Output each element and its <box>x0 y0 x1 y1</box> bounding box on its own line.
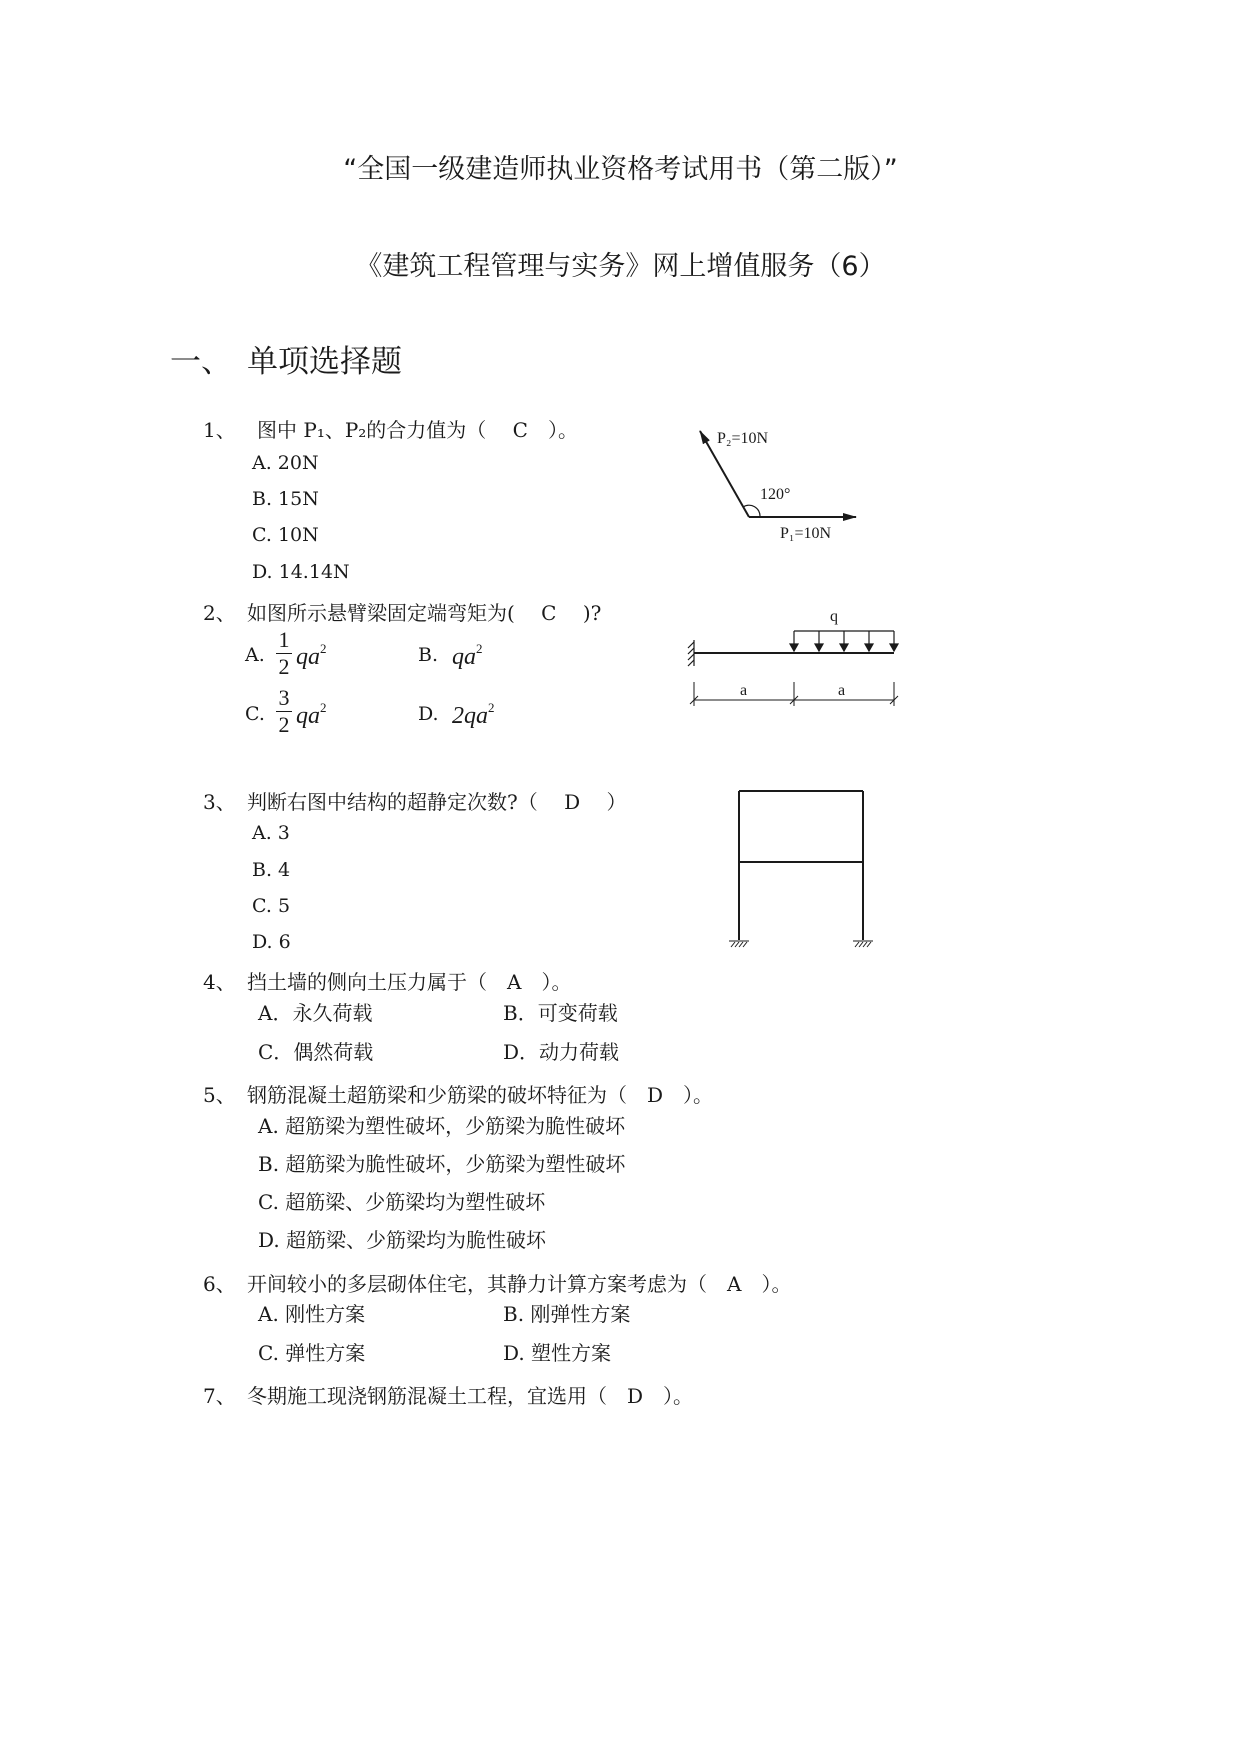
span1-label: a <box>740 682 748 699</box>
option-c-label: C. <box>245 703 265 725</box>
question-stem: 图中 P₁、P₂的合力值为（ C ）。 <box>257 418 578 442</box>
option-d-expression: $2qa^2$ <box>452 700 495 729</box>
question-stem: 开间较小的多层砌体住宅，其静力计算方案考虑为（ A ）。 <box>247 1272 792 1296</box>
option-a: A．永久荷载 <box>258 1001 373 1025</box>
document-subtitle: 《建筑工程管理与实务》网上增值服务（6） <box>355 251 886 282</box>
section-number: 一、 <box>170 344 232 380</box>
option-b: B．可变荷载 <box>503 1001 618 1025</box>
cantilever-beam-diagram <box>680 600 910 715</box>
distributed-load <box>790 631 898 651</box>
p1-label: P₁=10N <box>780 525 832 542</box>
question-number: 5、 <box>203 1083 236 1107</box>
question-number: 7、 <box>203 1384 236 1408</box>
question-stem: 判断右图中结构的超静定次数?（ D ） <box>247 790 627 814</box>
option-a-label: A. <box>245 644 265 666</box>
option-b: B. 4 <box>252 859 291 881</box>
fraction-numerator: 3 <box>278 685 290 710</box>
document-title: “全国一级建造师执业资格考试用书（第二版）” <box>343 154 898 185</box>
frame-structure-diagram <box>720 780 910 955</box>
option-a: A. 20N <box>252 452 319 474</box>
option-c-expression: $qa^2$ <box>296 700 327 729</box>
fraction-numerator: 1 <box>278 627 290 652</box>
load-label: q <box>830 608 838 625</box>
option-b: B. 超筋梁为脆性破坏，少筋梁为塑性破坏 <box>258 1152 626 1176</box>
option-d-label: D. <box>418 703 439 725</box>
option-d: D. 塑性方案 <box>503 1341 612 1365</box>
span2-label: a <box>838 682 846 699</box>
fraction-denominator: 2 <box>278 712 290 737</box>
dimension-lines <box>690 682 898 706</box>
frame <box>739 791 863 940</box>
option-c: C．偶然荷载 <box>258 1040 374 1064</box>
question-stem: 钢筋混凝土超筋梁和少筋梁的破坏特征为（ D ）。 <box>247 1083 714 1107</box>
fraction-denominator: 2 <box>278 654 290 679</box>
option-c: C. 弹性方案 <box>258 1341 366 1365</box>
option-d: D. 6 <box>252 931 291 953</box>
option-a-expression: $qa^2$ <box>296 641 327 670</box>
option-c: C. 超筋梁、少筋梁均为塑性破坏 <box>258 1190 546 1214</box>
section-title: 单项选择题 <box>247 344 402 380</box>
question-number: 6、 <box>203 1272 236 1296</box>
option-b-label: B. <box>418 644 439 666</box>
option-a: A. 超筋梁为塑性破坏，少筋梁为脆性破坏 <box>258 1114 626 1138</box>
option-b: B. 刚弹性方案 <box>503 1302 631 1326</box>
p2-label: P₂=10N <box>717 430 769 447</box>
option-c: C. 10N <box>252 524 319 546</box>
option-c: C. 5 <box>252 895 291 917</box>
option-d: D．动力荷载 <box>503 1040 620 1064</box>
question-stem: 如图所示悬臂梁固定端弯矩为( C )? <box>247 601 602 625</box>
question-stem: 挡土墙的侧向土压力属于（ A ）。 <box>247 970 572 994</box>
option-b-expression: $qa^2$ <box>452 641 483 670</box>
question-number: 4、 <box>203 970 236 994</box>
option-a: A. 3 <box>252 822 290 844</box>
question-stem: 冬期施工现浇钢筋混凝土工程，宜选用（ D ）。 <box>247 1384 694 1408</box>
option-b: B. 15N <box>252 488 319 510</box>
fixed-support-hatch <box>688 640 694 666</box>
ground-supports <box>729 941 873 947</box>
force-diagram <box>680 415 880 550</box>
option-c-fraction <box>276 686 292 737</box>
option-d: D. 超筋梁、少筋梁均为脆性破坏 <box>258 1228 547 1252</box>
question-number: 1、 <box>203 418 236 442</box>
option-a: A. 刚性方案 <box>258 1302 366 1326</box>
question-number: 2、 <box>203 601 236 625</box>
question-number: 3、 <box>203 790 236 814</box>
option-d: D. 14.14N <box>252 561 350 583</box>
angle-label: 120° <box>760 486 791 503</box>
option-a-fraction <box>276 628 292 679</box>
